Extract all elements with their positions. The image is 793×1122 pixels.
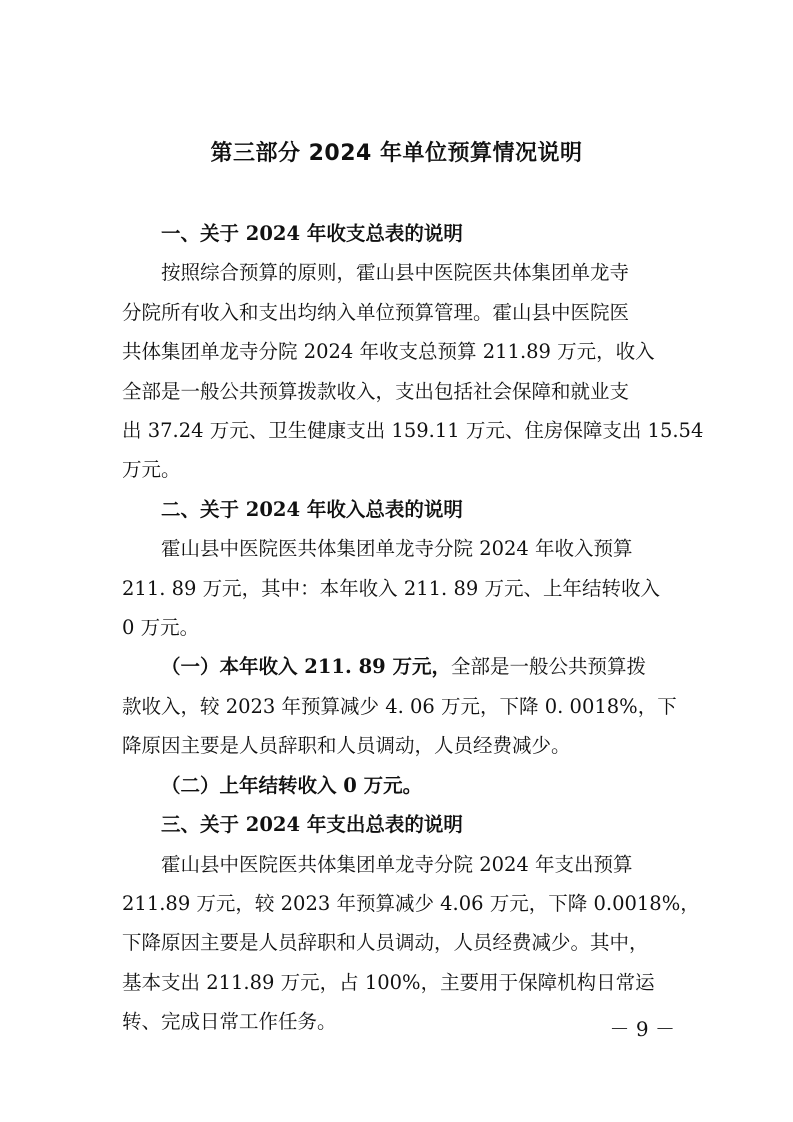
- paragraph-line: 下降原因主要是人员辞职和人员调动，人员经费减少。其中，: [122, 931, 649, 955]
- paragraph-line: 211. 89 万元，其中：本年收入 211. 89 万元、上年结转收入: [122, 576, 660, 600]
- section-heading-2: 二、关于 2024 年收入总表的说明: [161, 497, 463, 521]
- sub-heading-2: （二）上年结转收入 0 万元。: [161, 773, 423, 797]
- sub-1-text: 全部是一般公共预算拨: [451, 655, 647, 679]
- section-2-paragraph: [122, 529, 673, 647]
- paragraph-line: 按照综合预算的原则，霍山县中医院医共体集团单龙寺: [161, 261, 630, 285]
- paragraph-line: 分院所有收入和支出均纳入单位预算管理。霍山县中医院医: [122, 300, 630, 324]
- section-3-paragraph: [122, 845, 700, 1042]
- paragraph-line: 基本支出 211.89 万元，占 100%，主要用于保障机构日常运: [122, 970, 655, 994]
- paragraph-line: 万元。: [122, 458, 181, 482]
- paragraph-line: 211.89 万元，较 2023 年预算减少 4.06 万元，下降 0.0018%，: [122, 891, 700, 915]
- page-title: 第三部分 2024 年单位预算情况说明: [210, 141, 583, 166]
- sub-heading-1: （一）本年收入 211. 89 万元，: [161, 655, 451, 679]
- paragraph-line: 出 37.24 万元、卫生健康支出 159.11 万元、住房保障支出 15.54: [122, 419, 704, 443]
- section-1-paragraph: [122, 253, 704, 489]
- page-number: － 9 －: [609, 1017, 675, 1041]
- section-heading-3: 三、关于 2024 年支出总表的说明: [161, 813, 463, 837]
- document-body: [122, 214, 704, 1042]
- paragraph-line: 0 万元。: [122, 616, 200, 640]
- paragraph-line: 转、完成日常工作任务。: [122, 1010, 337, 1034]
- paragraph-line: 霍山县中医院医共体集团单龙寺分院 2024 年收入预算: [161, 537, 633, 561]
- paragraph-line: 款收入，较 2023 年预算减少 4. 06 万元，下降 0. 0018%，下: [122, 694, 677, 718]
- paragraph-line: 全部是一般公共预算拨款收入，支出包括社会保障和就业支: [122, 379, 630, 403]
- paragraph-line: 降原因主要是人员辞职和人员调动，人员经费减少。: [122, 734, 571, 758]
- section-2-sub-1: [122, 647, 677, 765]
- paragraph-line: 霍山县中医院医共体集团单龙寺分院 2024 年支出预算: [161, 852, 633, 876]
- section-heading-1: 一、关于 2024 年收支总表的说明: [161, 222, 463, 245]
- paragraph-line: 共体集团单龙寺分院 2024 年收支总预算 211.89 万元，收入: [122, 340, 655, 364]
- paragraph-line: [122, 647, 673, 686]
